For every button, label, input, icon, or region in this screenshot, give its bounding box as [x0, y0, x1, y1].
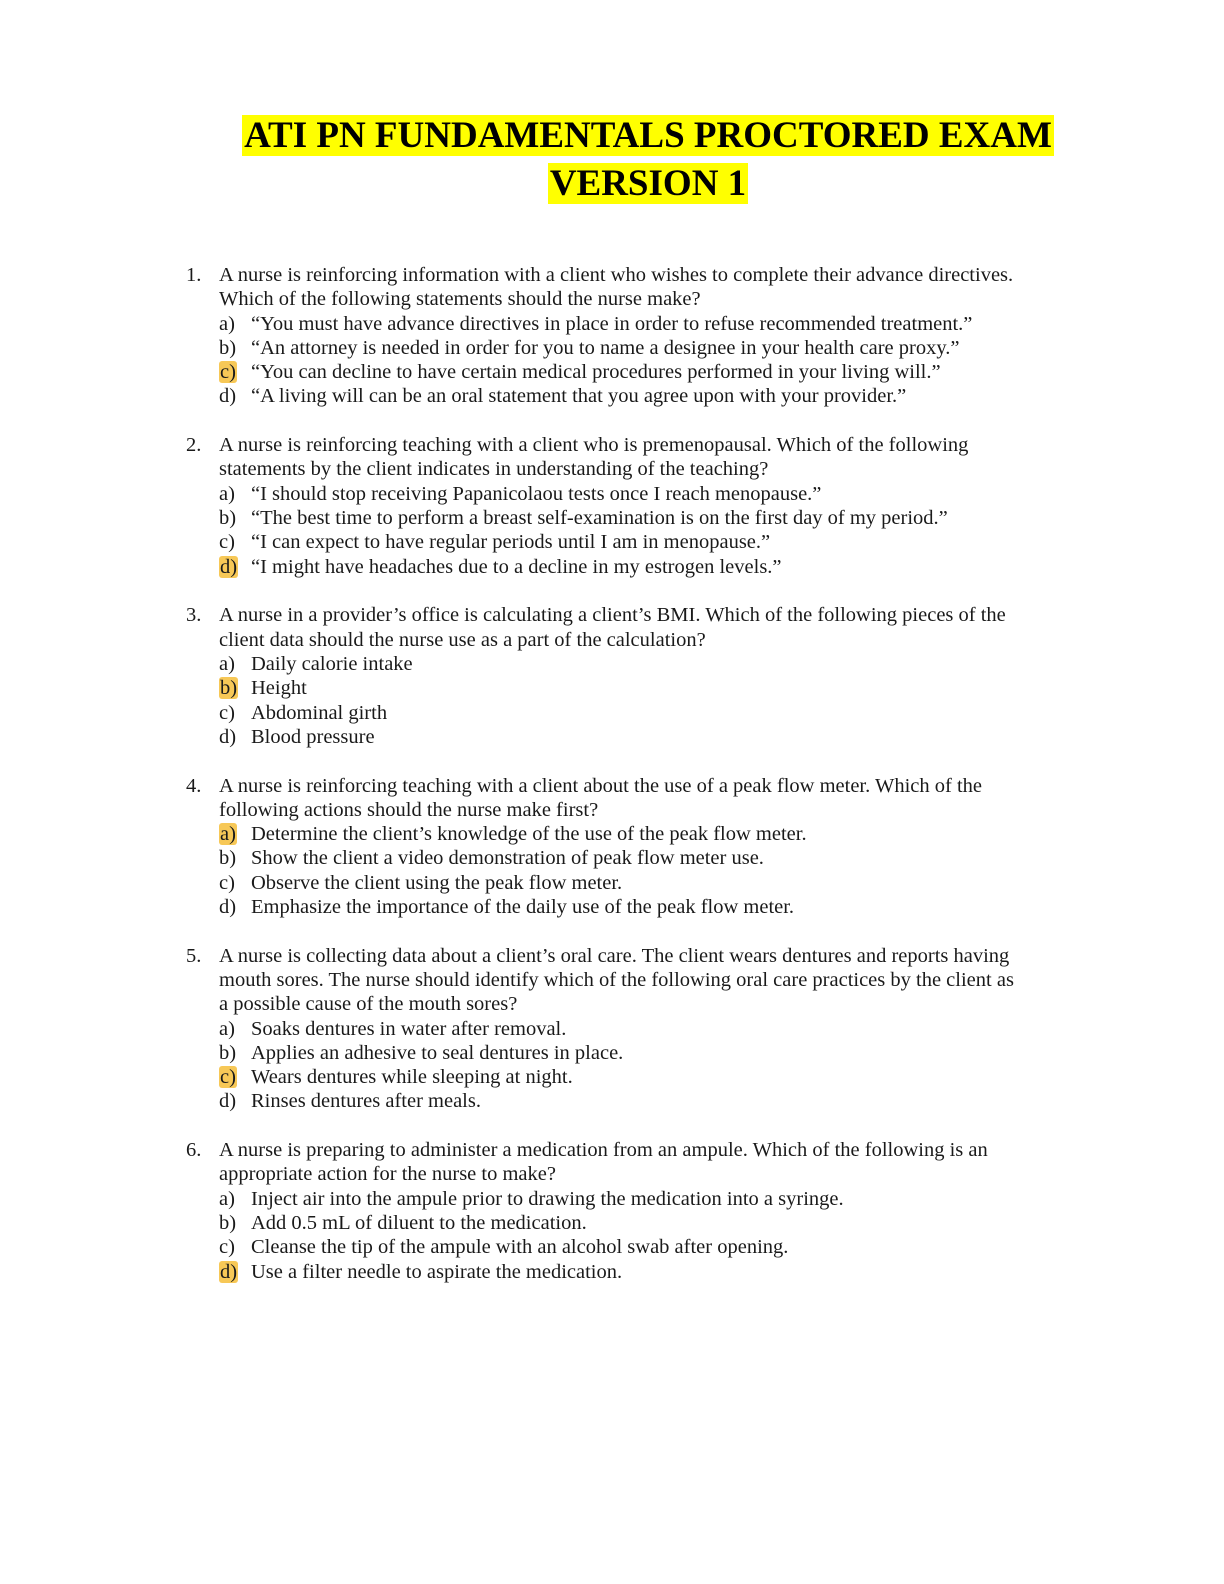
option-letter: c)	[219, 531, 235, 554]
option-text: Inject air into the ampule prior to drawing the medication into a syringe.	[251, 1187, 844, 1210]
answer-option	[186, 701, 1016, 725]
answer-option-correct	[186, 1260, 1016, 1284]
option-text: “A living will can be an oral statement that you agree upon with your provider.”	[251, 385, 907, 408]
title-line-2: VERSION 1	[549, 163, 747, 204]
question-text: A nurse is reinforcing teaching with a client about the use of a peak flow meter. Which of the following actions should the nurse make first?	[219, 774, 983, 821]
option-letter: b)	[219, 336, 237, 359]
question-text: A nurse is collecting data about a client’s oral care. The client wears dentures and reports having mouth sores. The nurse should identify which of the following oral care practices by the client as a possible cause of the mouth sores?	[219, 944, 1014, 1016]
option-letter-wrap	[219, 482, 251, 506]
option-letter-highlighted: d)	[220, 1260, 238, 1283]
question-item	[186, 433, 1016, 579]
option-letter-wrap	[219, 1041, 251, 1065]
question-stem	[186, 603, 1016, 652]
option-letter-wrap	[219, 822, 251, 846]
option-text: Use a filter needle to aspirate the medication.	[251, 1260, 623, 1283]
answer-option	[186, 530, 1016, 554]
answer-option	[186, 652, 1016, 676]
option-text: Wears dentures while sleeping at night.	[251, 1066, 573, 1089]
option-text: Emphasize the importance of the daily use of the peak flow meter.	[251, 896, 795, 918]
answer-option-correct	[186, 555, 1016, 579]
option-letter: d)	[219, 1090, 237, 1113]
answer-option	[186, 846, 1016, 870]
option-letter-wrap	[219, 1235, 251, 1259]
option-text: Applies an adhesive to seal dentures in place.	[251, 1041, 624, 1064]
option-text: Observe the client using the peak flow meter.	[251, 871, 623, 894]
option-letter: b)	[219, 507, 237, 530]
question-number: 3.	[186, 604, 202, 627]
option-letter: c)	[219, 871, 235, 894]
option-letter-wrap	[219, 336, 251, 360]
option-text: Daily calorie intake	[251, 652, 413, 675]
option-letter: c)	[219, 1236, 235, 1259]
question-item	[186, 263, 1016, 409]
question-text: A nurse is reinforcing information with a client who wishes to complete their advance directives. Which of the following statements should the nurse make?	[219, 264, 1014, 311]
option-letter-wrap	[219, 312, 251, 336]
answer-option	[186, 482, 1016, 506]
option-letter: b)	[219, 1041, 237, 1064]
option-letter-wrap	[219, 555, 251, 579]
question-stem	[186, 944, 1016, 1017]
answer-option	[186, 871, 1016, 895]
option-letter-highlighted: b)	[220, 677, 238, 700]
option-letter: a)	[219, 482, 235, 505]
option-letter-highlighted: c)	[220, 1066, 236, 1089]
answer-option	[186, 1235, 1016, 1259]
question-item	[186, 603, 1016, 749]
option-letter: d)	[219, 896, 237, 918]
question-list	[186, 263, 1016, 1308]
answer-option-correct	[186, 360, 1016, 384]
answer-option	[186, 725, 1016, 749]
option-letter-wrap	[219, 846, 251, 870]
option-letter: d)	[219, 385, 237, 408]
option-text: “I should stop receiving Papanicolaou tests once I reach menopause.”	[251, 482, 822, 505]
question-number: 1.	[186, 264, 202, 286]
option-text: Abdominal girth	[251, 701, 388, 724]
option-text: “You can decline to have certain medical procedures performed in your living will.”	[251, 361, 941, 384]
option-text: “You must have advance directives in place in order to refuse recommended treatment.”	[251, 312, 973, 335]
option-text: “The best time to perform a breast self-examination is on the first day of my period.”	[251, 507, 948, 530]
answer-option	[186, 336, 1016, 360]
option-letter-wrap	[219, 895, 251, 919]
option-letter-wrap	[219, 1260, 251, 1284]
question-item	[186, 944, 1016, 1114]
option-letter: a)	[219, 1017, 235, 1040]
option-letter-wrap	[219, 871, 251, 895]
answer-option	[186, 506, 1016, 530]
option-letter-wrap	[219, 384, 251, 408]
question-stem	[186, 1138, 1016, 1187]
option-text: Add 0.5 mL of diluent to the medication.	[251, 1212, 587, 1235]
option-text: “I can expect to have regular periods until I am in menopause.”	[251, 531, 771, 554]
option-letter: b)	[219, 1212, 237, 1235]
option-letter-wrap	[219, 1065, 251, 1089]
option-text: Rinses dentures after meals.	[251, 1090, 481, 1113]
question-stem	[186, 774, 1016, 823]
option-letter: a)	[219, 312, 235, 335]
option-letter: a)	[219, 1187, 235, 1210]
option-text: Height	[251, 677, 307, 700]
answer-option	[186, 1211, 1016, 1235]
option-text: Determine the client’s knowledge of the use of the peak flow meter.	[251, 823, 807, 846]
answer-option-correct	[186, 1065, 1016, 1089]
answer-option	[186, 895, 1016, 919]
option-letter: c)	[219, 701, 235, 724]
question-number: 4.	[186, 774, 202, 797]
question-number: 2.	[186, 434, 202, 457]
option-letter: b)	[219, 847, 237, 870]
title-line-1: ATI PN FUNDAMENTALS PROCTORED EXAM	[244, 115, 1052, 156]
option-letter-highlighted: a)	[220, 823, 236, 846]
option-letter-wrap	[219, 1017, 251, 1041]
answer-option-correct	[186, 822, 1016, 846]
answer-option	[186, 1017, 1016, 1041]
option-letter-wrap	[219, 652, 251, 676]
question-number: 5.	[186, 944, 202, 967]
question-stem	[186, 263, 1016, 312]
question-stem	[186, 433, 1016, 482]
option-letter: d)	[219, 725, 237, 748]
option-text: Show the client a video demonstration of peak flow meter use.	[251, 847, 764, 870]
option-letter-wrap	[219, 530, 251, 554]
answer-option-correct	[186, 676, 1016, 700]
question-text: A nurse is reinforcing teaching with a client who is premenopausal. Which of the following statements by the client indicates in understanding of the teaching?	[219, 434, 969, 481]
option-text: Soaks dentures in water after removal.	[251, 1017, 567, 1040]
option-text: “An attorney is needed in order for you to name a designee in your health care proxy.”	[251, 336, 960, 359]
option-letter-wrap	[219, 1187, 251, 1211]
answer-option	[186, 1041, 1016, 1065]
option-letter-wrap	[219, 1089, 251, 1113]
option-letter-wrap	[219, 701, 251, 725]
option-letter-wrap	[219, 676, 251, 700]
question-text: A nurse in a provider’s office is calculating a client’s BMI. Which of the following pieces of the client data should the nurse use as a part of the calculation?	[219, 604, 1006, 651]
option-letter: a)	[219, 652, 235, 675]
question-number: 6.	[186, 1139, 202, 1162]
option-letter-highlighted: d)	[220, 555, 238, 578]
option-text: Blood pressure	[251, 725, 375, 748]
answer-option	[186, 1089, 1016, 1113]
option-letter-wrap	[219, 360, 251, 384]
option-letter-wrap	[219, 1211, 251, 1235]
option-text: “I might have headaches due to a decline in my estrogen levels.”	[251, 555, 782, 578]
option-letter-wrap	[219, 725, 251, 749]
option-letter-highlighted: c)	[220, 361, 236, 384]
question-text: A nurse is preparing to administer a medication from an ampule. Which of the following is an appropriate action for the nurse to make?	[219, 1139, 988, 1186]
answer-option	[186, 312, 1016, 336]
option-letter-wrap	[219, 506, 251, 530]
question-item	[186, 1138, 1016, 1284]
option-text: Cleanse the tip of the ampule with an alcohol swab after opening.	[251, 1236, 789, 1259]
answer-option	[186, 1187, 1016, 1211]
question-item	[186, 774, 1016, 920]
page-title	[0, 112, 1224, 208]
answer-option	[186, 384, 1016, 408]
